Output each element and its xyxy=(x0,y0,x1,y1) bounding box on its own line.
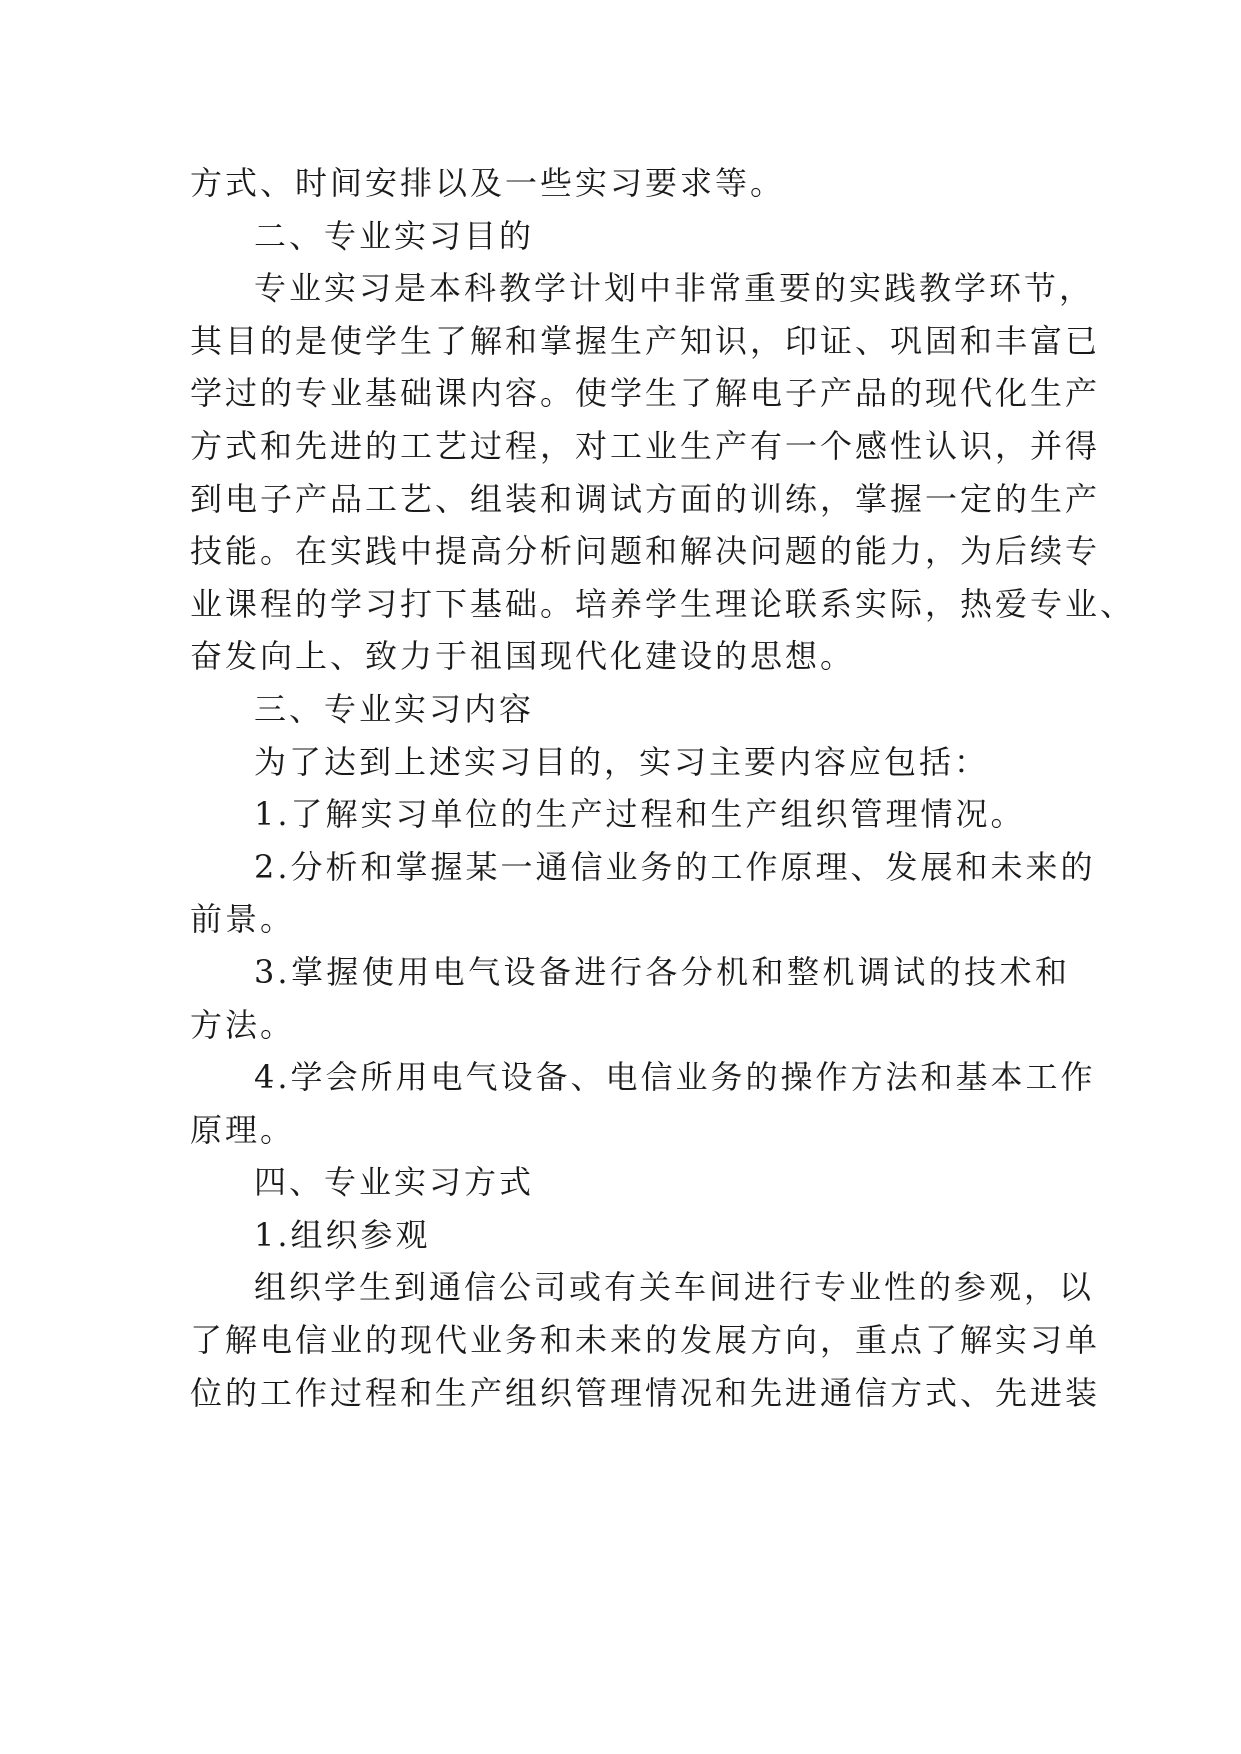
text-line: 到电子产品工艺、组装和调试方面的训练，掌握一定的生产 xyxy=(190,479,1101,518)
text-line: 了解电信业的现代业务和未来的发展方向，重点了解实习单 xyxy=(190,1321,1101,1360)
text-line: 为了达到上述实习目的，实习主要内容应包括： xyxy=(254,742,990,781)
list-item: 4.学会所用电气设备、电信业务的操作方法和基本工作 xyxy=(254,1058,1096,1097)
list-item: 3.掌握使用电气设备进行各分机和整机调试的技术和 xyxy=(254,952,1070,991)
text-line: 技能。在实践中提高分析问题和解决问题的能力，为后续专 xyxy=(190,532,1101,571)
text-line: 组织学生到通信公司或有关车间进行专业性的参观，以 xyxy=(254,1268,1095,1307)
text-line: 奋发向上、致力于祖国现代化建设的思想。 xyxy=(190,637,856,676)
document-body xyxy=(190,157,1136,1419)
section-heading: 四、专业实习方式 xyxy=(254,1163,535,1202)
text-line: 学过的专业基础课内容。使学生了解电子产品的现代化生产 xyxy=(190,374,1101,413)
text-line: 专业实习是本科教学计划中非常重要的实践教学环节， xyxy=(254,269,1095,308)
subsection-heading: 1.组织参观 xyxy=(254,1215,431,1254)
text-line: 业课程的学习打下基础。培养学生理论联系实际，热爱专业、 xyxy=(190,584,1136,623)
list-item: 2.分析和掌握某一通信业务的工作原理、发展和未来的 xyxy=(254,847,1096,886)
section-heading: 三、专业实习内容 xyxy=(254,689,535,728)
text-line: 方法。 xyxy=(190,1005,296,1044)
text-line: 其目的是使学生了解和掌握生产知识，印证、巩固和丰富已 xyxy=(190,321,1101,360)
text-line: 方式、时间安排以及一些实习要求等。 xyxy=(190,164,786,202)
list-item: 1.了解实习单位的生产过程和生产组织管理情况。 xyxy=(254,795,1026,834)
text-line: 位的工作过程和生产组织管理情况和先进通信方式、先进装 xyxy=(190,1373,1101,1412)
text-line: 方式和先进的工艺过程，对工业生产有一个感性认识，并得 xyxy=(190,426,1101,465)
text-line: 前景。 xyxy=(190,900,296,939)
text-line: 原理。 xyxy=(190,1110,296,1149)
section-heading: 二、专业实习目的 xyxy=(254,216,535,255)
